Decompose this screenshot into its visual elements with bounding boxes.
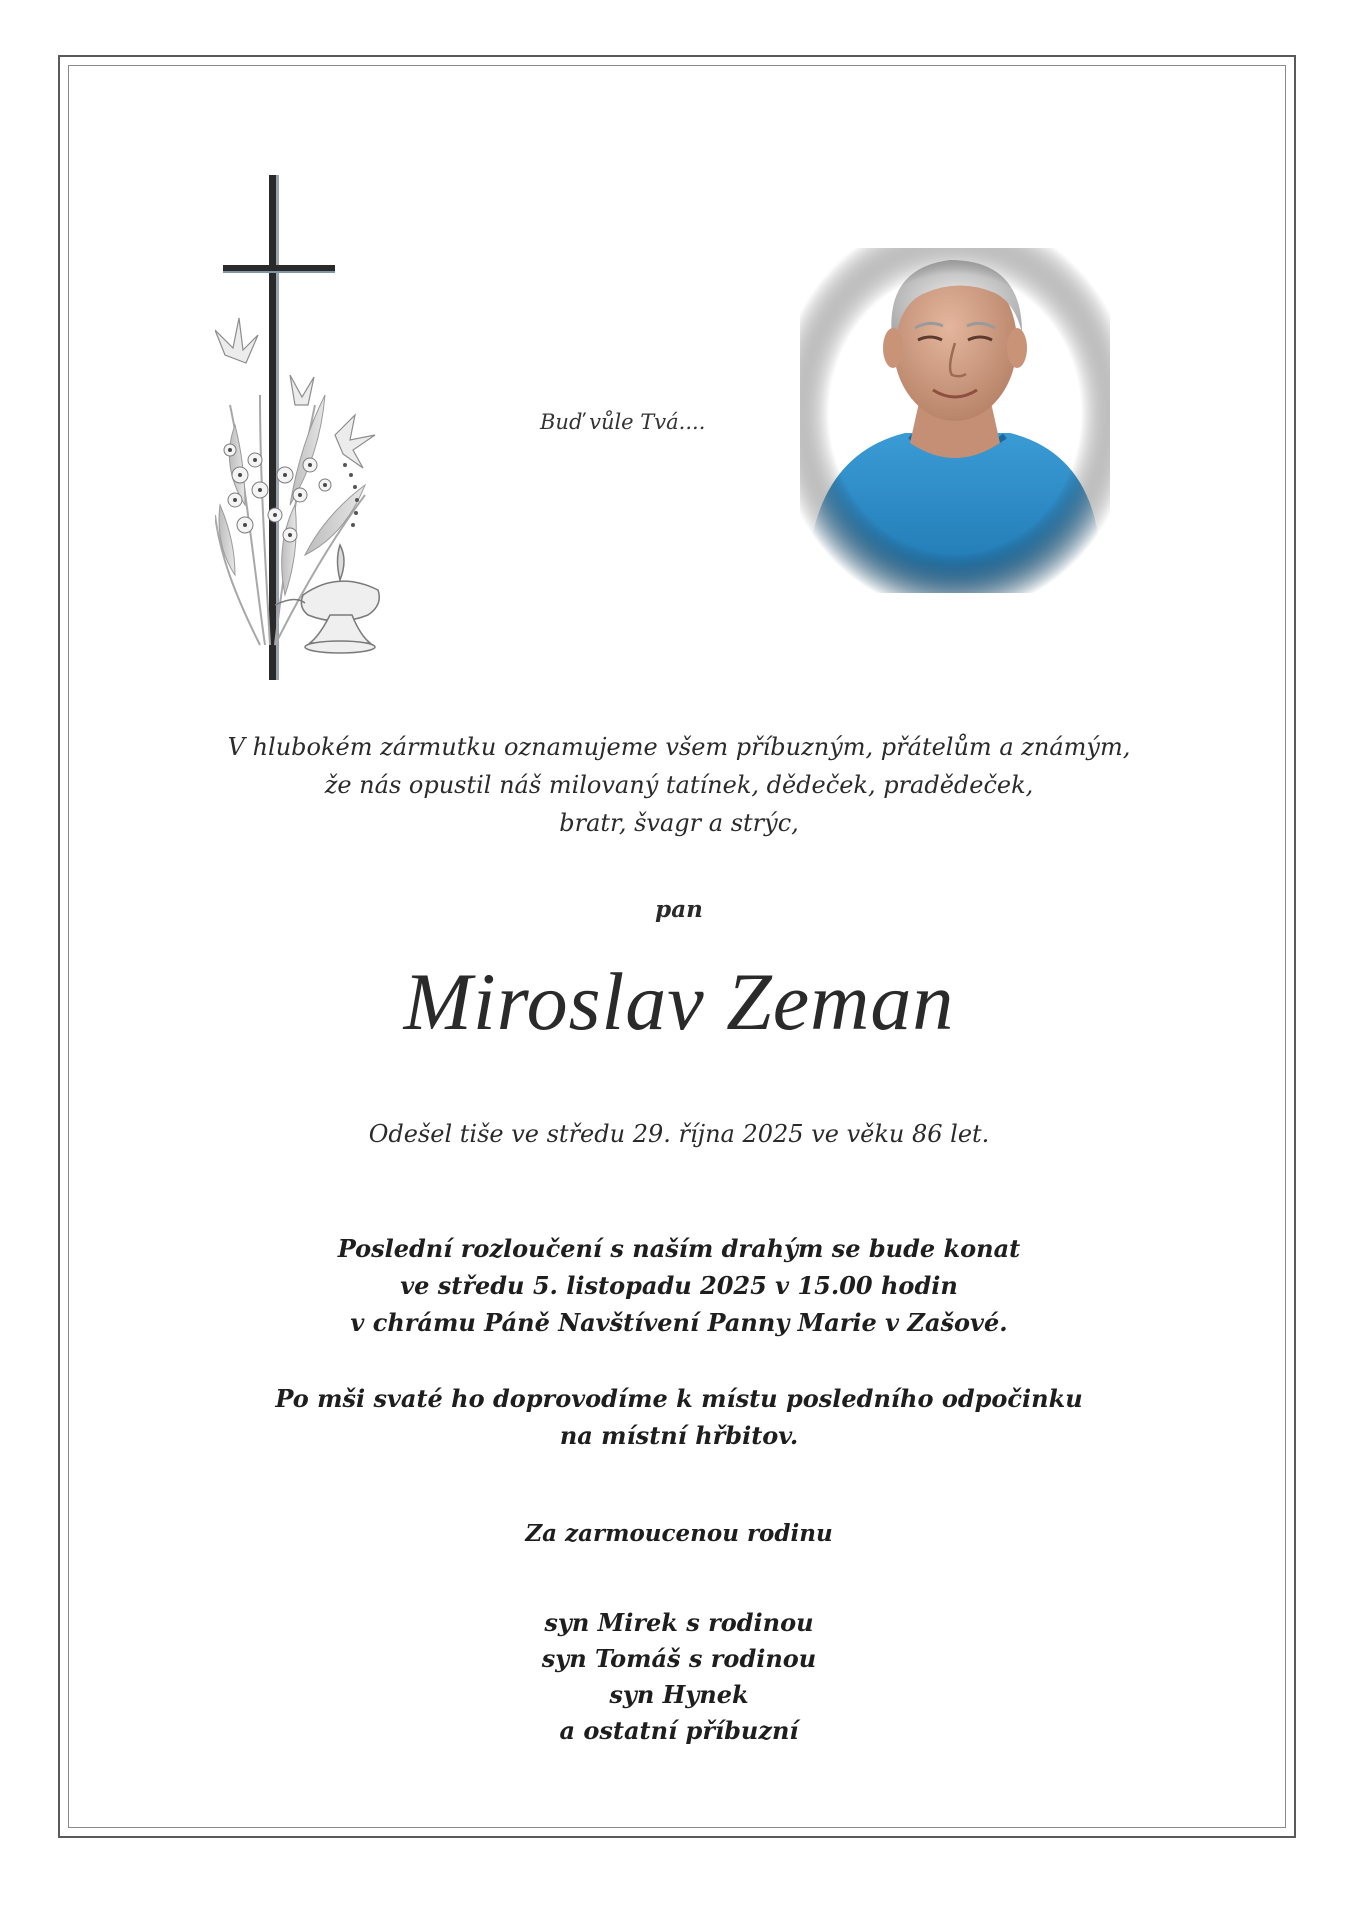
farewell-line: Poslední rozloučení s naším drahým se bude konat [337,1234,1021,1263]
burial-line: Po mši svaté ho doprovodíme k místu posledního odpočinku [275,1384,1083,1413]
deceased-name: Miroslav Zeman [403,956,955,1047]
motto-text: Buď vůle Tvá.... [540,410,706,434]
portrait-photo [800,248,1110,593]
cross-with-flowers-icon [215,175,415,685]
announcement-text [150,728,1208,842]
family-list [150,1605,1208,1749]
death-note: Odešel tiše ve středu 29. října 2025 ve věku 86 let. [368,1120,990,1148]
announcement-line: že nás opustil náš milovaný tatínek, dědeček, pradědeček, [324,771,1034,799]
announcement-line: bratr, švagr a strýc, [559,809,799,837]
family-member: syn Hynek [609,1680,749,1709]
farewell-line: v chrámu Páně Navštívení Panny Marie v Zašové. [350,1308,1008,1337]
family-member: a ostatní příbuzní [559,1716,799,1745]
family-intro: Za zarmoucenou rodinu [525,1520,833,1547]
honorific-title: pan [655,896,703,923]
burial-line: na místní hřbitov. [559,1421,799,1450]
farewell-line: ve středu 5. listopadu 2025 v 15.00 hodin [400,1271,958,1300]
burial-details [150,1380,1208,1454]
family-member: syn Mirek s rodinou [544,1608,814,1637]
farewell-details [150,1230,1208,1341]
announcement-line: V hlubokém zármutku oznamujeme všem příbuzným, přátelům a známým, [227,733,1131,761]
family-member: syn Tomáš s rodinou [541,1644,817,1673]
